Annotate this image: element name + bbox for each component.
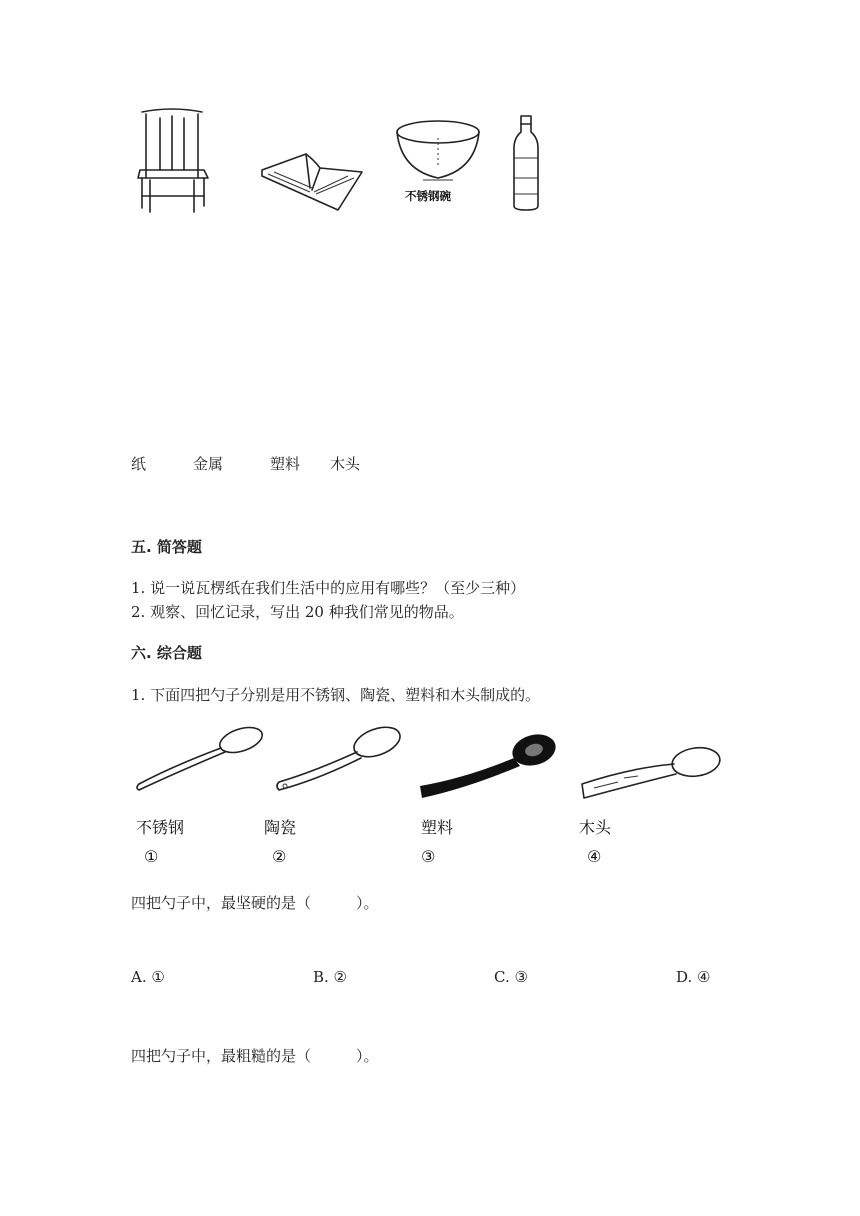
bowl-caption: 不锈钢碗 (405, 189, 451, 203)
section-5-heading: 五. 简答题 (131, 538, 202, 556)
spoon-number-4: ④ (587, 847, 602, 866)
plastic-spoon-icon (416, 728, 560, 800)
material-plastic: 塑料 (270, 455, 301, 473)
option-c[interactable]: C. ③ (494, 968, 528, 986)
option-a[interactable]: A. ① (131, 968, 165, 986)
steel-spoon-icon (133, 722, 265, 794)
spoon-label-plastic: 塑料 (421, 818, 454, 837)
sub-question-hardest: 四把勺子中，最坚硬的是（ ）。 (131, 894, 379, 912)
chair-icon (132, 108, 212, 213)
option-b[interactable]: B. ② (313, 968, 348, 986)
material-wood: 木头 (330, 455, 361, 473)
spoon-label-steel: 不锈钢 (136, 818, 185, 837)
book-icon (258, 140, 368, 212)
question-5-1: 1. 说一说瓦楞纸在我们生活中的应用有哪些？（至少三种） (131, 579, 526, 597)
bottle-icon (510, 114, 542, 212)
spoon-label-ceramic: 陶瓷 (264, 818, 297, 837)
spoon-number-2: ② (272, 847, 287, 866)
section-6-heading: 六. 综合题 (131, 644, 202, 662)
wooden-spoon-icon (578, 740, 724, 804)
question-6-1: 1. 下面四把勺子分别是用不锈钢、陶瓷、塑料和木头制成的。 (131, 686, 541, 704)
bowl-icon (393, 118, 483, 188)
ceramic-spoon-icon (273, 722, 405, 794)
material-metal: 金属 (193, 455, 224, 473)
spoon-number-3: ③ (421, 847, 436, 866)
spoon-label-wood: 木头 (579, 818, 612, 837)
option-d[interactable]: D. ④ (676, 968, 711, 986)
sub-question-roughest: 四把勺子中，最粗糙的是（ ）。 (131, 1047, 379, 1065)
spoon-number-1: ① (144, 847, 159, 866)
material-paper: 纸 (131, 455, 147, 473)
question-5-2: 2. 观察、回忆记录，写出 20 种我们常见的物品。 (131, 603, 464, 621)
